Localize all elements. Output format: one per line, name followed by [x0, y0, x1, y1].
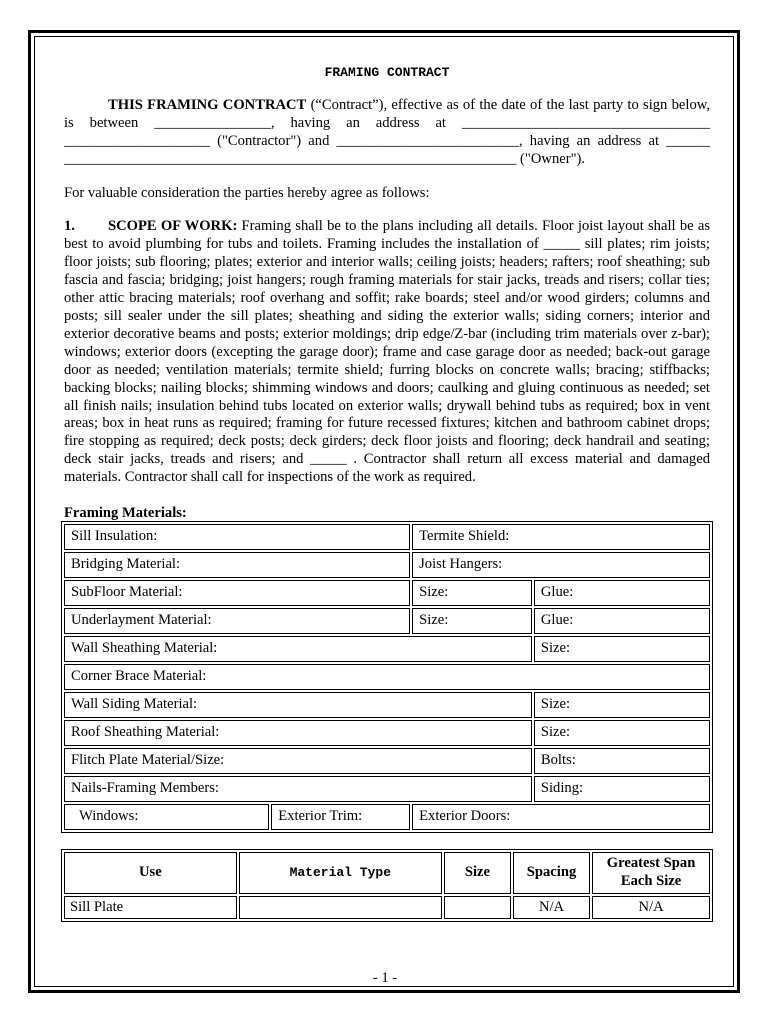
contract-body	[64, 64, 710, 922]
termite-shield-field[interactable]: Termite Shield:	[412, 524, 710, 550]
scope-of-work-paragraph	[64, 218, 710, 487]
table-row	[64, 664, 710, 690]
intro-bold: THIS FRAMING CONTRACT	[108, 96, 307, 113]
table-header-row	[64, 852, 710, 894]
table-row	[64, 776, 710, 802]
intro-text: (“Contract”), effective as of the date of the last party to sign below, is between ________________, having an address at __________________________________ ____________________ ("Contractor") and _________________________, having an address at ______ ______________________________________________________________ ("Owner").	[64, 96, 710, 167]
row-size[interactable]	[444, 896, 511, 919]
materials-heading: Framing Materials:	[64, 505, 187, 522]
bolts-field[interactable]: Bolts:	[534, 748, 710, 774]
bridging-material-field[interactable]: Bridging Material:	[64, 552, 410, 578]
table-row	[64, 692, 710, 718]
row-use: Sill Plate	[64, 896, 237, 919]
document-title: FRAMING CONTRACT	[324, 65, 450, 80]
table-row	[64, 580, 710, 606]
sill-insulation-field[interactable]: Sill Insulation:	[64, 524, 410, 550]
page-number: - 1 -	[372, 970, 398, 986]
subfloor-material-field[interactable]: SubFloor Material:	[64, 580, 410, 606]
subfloor-size-field[interactable]: Size:	[412, 580, 532, 606]
framing-materials-table	[61, 521, 713, 833]
wall-siding-size-field[interactable]: Size:	[534, 692, 710, 718]
table-row	[64, 552, 710, 578]
row-greatest-span: N/A	[592, 896, 710, 919]
underlayment-material-field[interactable]: Underlayment Material:	[64, 608, 410, 634]
header-use: Use	[64, 852, 237, 894]
table-row	[64, 524, 710, 550]
wall-siding-material-field[interactable]: Wall Siding Material:	[64, 692, 532, 718]
underlayment-glue-field[interactable]: Glue:	[534, 608, 710, 634]
table-row	[64, 636, 710, 662]
header-spacing: Spacing	[513, 852, 590, 894]
framing-spec-table	[61, 849, 713, 922]
section-number: 1.	[64, 218, 75, 235]
table-row	[64, 608, 710, 634]
table-row	[64, 896, 710, 919]
consideration-paragraph: For valuable consideration the parties hereby agree as follows:	[64, 184, 430, 201]
flitch-plate-field[interactable]: Flitch Plate Material/Size:	[64, 748, 532, 774]
table-row	[64, 804, 710, 830]
header-size: Size	[444, 852, 511, 894]
underlayment-size-field[interactable]: Size:	[412, 608, 532, 634]
exterior-trim-field[interactable]: Exterior Trim:	[271, 804, 410, 830]
section-heading: SCOPE OF WORK:	[108, 218, 238, 235]
section-text: Framing shall be to the plans including all details. Floor joist layout shall be as best to avoid plumbing for tubs and toilets. Framing includes the installation of _____ sill plates; rim joists; floor joists; sub flooring; plates; exterior and interior walls; ceiling joists; headers; rafters; roof sheathing; sub fascia and fascia; bridging; joist hangers; rough framing materials for stair jacks, treads and risers; collar ties; other attic bracing materials; roof overhang and soffit; rake boards; steel and/or wood girders; columns and posts; sill sealer under the sill plates; sheathing and siding the exterior walls; siding corners; interior and exterior decorative beams and posts; exterior moldings; drip edge/Z-bar (including trim materials over z-bar); windows; exterior doors (excepting the garage door); frame and case garage door as needed; back-out garage door as needed; ventilation materials; termite shield; furring blocks on concrete walls; bracing; stiffbacks; backing blocks; nailing blocks; shimming windows and doors; caulking and gluing continuous as needed; set all finish nails; insulation behind tubs located on exterior walls; drywall behind tubs as required; box in vent areas; box in heat runs as required; framing for future recessed fixtures; kitchen and bathroom cabinet drops; fire stopping as required; deck posts; deck girders; deck floor joists and flooring; deck handrail and seating; deck stair jacks, treads and risers; and _____ . Contractor shall return all excess material and damaged materials. Contractor shall call for inspections of the work as required.	[64, 218, 710, 486]
windows-field[interactable]: Windows:	[64, 804, 269, 830]
corner-brace-material-field[interactable]: Corner Brace Material:	[64, 664, 710, 690]
siding-field[interactable]: Siding:	[534, 776, 710, 802]
wall-sheathing-material-field[interactable]: Wall Sheathing Material:	[64, 636, 532, 662]
roof-sheathing-size-field[interactable]: Size:	[534, 720, 710, 746]
nails-framing-field[interactable]: Nails-Framing Members:	[64, 776, 532, 802]
header-greatest-span: Greatest Span Each Size	[592, 852, 710, 894]
row-spacing: N/A	[513, 896, 590, 919]
subfloor-glue-field[interactable]: Glue:	[534, 580, 710, 606]
header-material-type: Material Type	[239, 852, 442, 894]
wall-sheathing-size-field[interactable]: Size:	[534, 636, 710, 662]
table-row	[64, 748, 710, 774]
exterior-doors-field[interactable]: Exterior Doors:	[412, 804, 710, 830]
row-material-type[interactable]	[239, 896, 442, 919]
roof-sheathing-material-field[interactable]: Roof Sheathing Material:	[64, 720, 532, 746]
joist-hangers-field[interactable]: Joist Hangers:	[412, 552, 710, 578]
table-row	[64, 720, 710, 746]
intro-paragraph	[64, 97, 710, 169]
